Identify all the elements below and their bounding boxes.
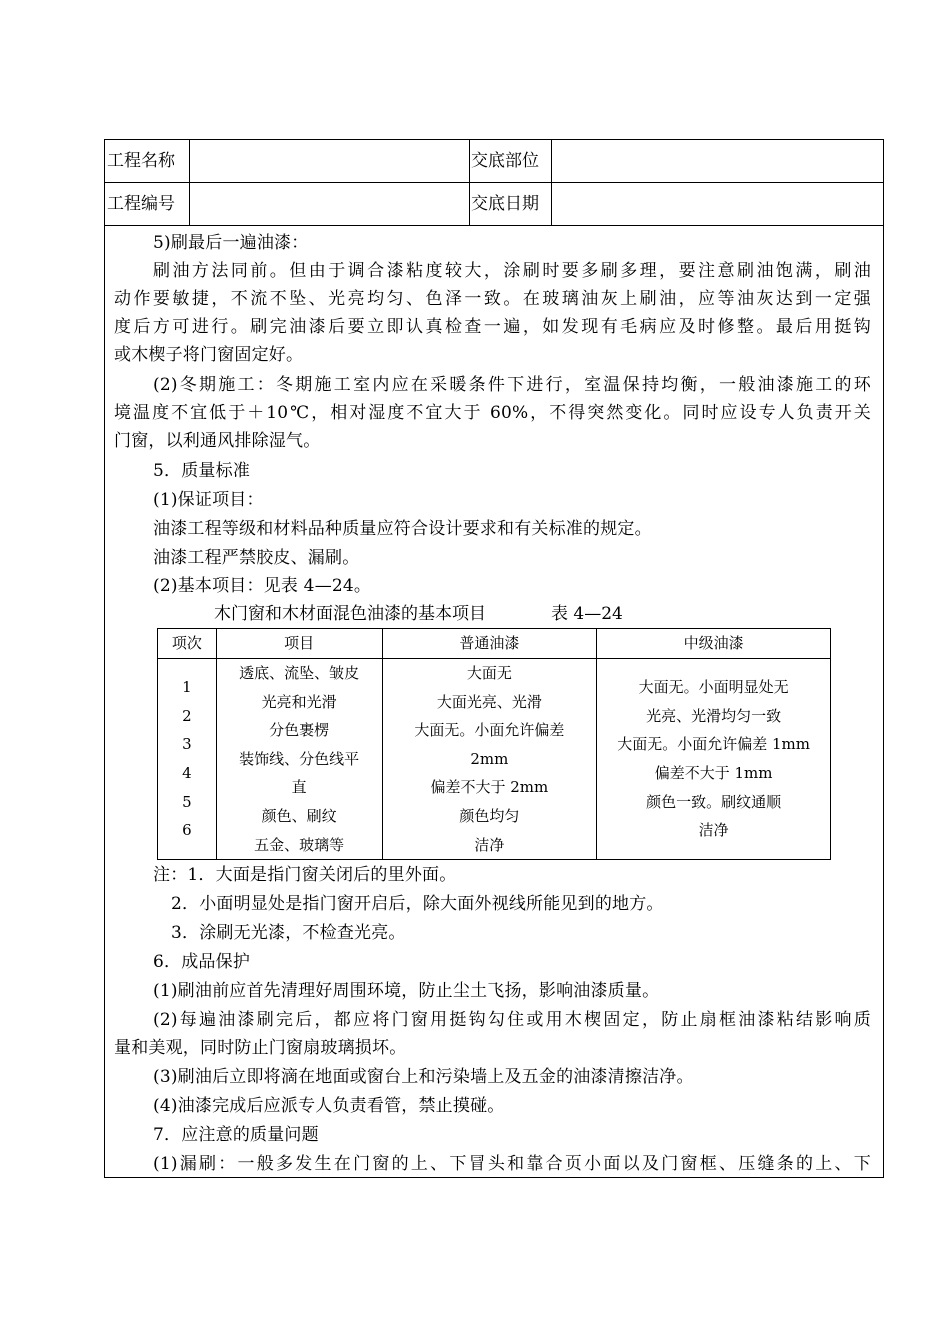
paragraph-line: 刷油方法同前。但由于调合漆粘度较大，涂刷时要多刷多理，要注意刷油饱满，刷油 bbox=[153, 261, 871, 281]
medium-paint-cell bbox=[597, 659, 831, 860]
table-note: 注：1．大面是指门窗关闭后的里外面。 bbox=[153, 865, 457, 885]
table-row bbox=[158, 659, 831, 860]
project-number-label: 工程编号 bbox=[107, 194, 175, 214]
normal-paint-value: 2mm bbox=[470, 749, 509, 768]
index-value: 5 bbox=[182, 792, 192, 811]
header-row-1 bbox=[105, 140, 883, 183]
header-row-2 bbox=[105, 183, 883, 226]
normal-paint-value: 颜色均匀 bbox=[459, 806, 520, 825]
paragraph-line: (3)刷油后立即将滴在地面或窗台上和污染墙上及五金的油漆清擦洁净。 bbox=[153, 1067, 694, 1087]
index-value: 4 bbox=[182, 764, 192, 783]
paragraph-line: (2)冬期施工：冬期施工室内应在采暖条件下进行，室温保持均衡，一般油漆施工的环 bbox=[153, 375, 871, 395]
paragraph-line: (1)刷油前应首先清理好周围环境，防止尘土飞扬，影响油漆质量。 bbox=[153, 981, 660, 1001]
index-value: 1 bbox=[182, 678, 192, 697]
normal-paint-value: 偏差不大于 2mm bbox=[430, 778, 549, 797]
section-heading: 5．质量标准 bbox=[153, 461, 251, 481]
table-caption: 木门窗和木材面混色油漆的基本项目 bbox=[214, 604, 486, 624]
disclosure-date-value bbox=[553, 183, 881, 225]
paragraph-line: 油漆工程严禁胶皮、漏刷。 bbox=[153, 548, 360, 568]
section-heading: 7．应注意的质量问题 bbox=[153, 1125, 319, 1145]
disclosure-date-label: 交底日期 bbox=[471, 194, 539, 214]
table-number: 表 4—24 bbox=[551, 604, 623, 624]
medium-paint-value: 大面无。小面明显处无 bbox=[638, 678, 789, 697]
disclosure-part-label: 交底部位 bbox=[471, 151, 539, 171]
index-value: 2 bbox=[182, 706, 192, 725]
medium-paint-value: 偏差不大于 1mm bbox=[654, 764, 773, 783]
table-header-cell: 项目 bbox=[216, 629, 382, 659]
item-value: 透底、流坠、皱皮 bbox=[239, 664, 360, 682]
item-value: 分色裹楞 bbox=[269, 721, 330, 740]
paragraph-line: 门窗，以利通风排除湿气。 bbox=[114, 431, 321, 451]
normal-paint-value: 洁净 bbox=[474, 835, 505, 854]
item-value: 五金、玻璃等 bbox=[254, 835, 345, 854]
paragraph-line: 或木楔子将门窗固定好。 bbox=[114, 345, 304, 365]
item-value: 颜色、刷纹 bbox=[261, 806, 337, 825]
paragraph-line: (1)漏刷：一般多发生在门窗的上、下冒头和靠合页小面以及门窗框、压缝条的上、下 bbox=[153, 1154, 871, 1174]
medium-paint-value: 洁净 bbox=[698, 821, 729, 840]
paragraph-line: 度后方可进行。刷完油漆后要立即认真检查一遍，如发现有毛病应及时修整。最后用挺钩 bbox=[114, 317, 871, 337]
table-note: 2．小面明显处是指门窗开启后，除大面外视线所能见到的地方。 bbox=[171, 894, 664, 914]
index-cell bbox=[158, 659, 217, 860]
item-value: 装饰线、分色线平 bbox=[239, 749, 360, 768]
normal-paint-value: 大面光亮、光滑 bbox=[436, 692, 542, 711]
paragraph-line: (1)保证项目： bbox=[153, 490, 264, 510]
normal-paint-value: 大面无。小面允许偏差 bbox=[414, 721, 565, 740]
normal-paint-value: 大面无 bbox=[466, 664, 512, 682]
paragraph-line: 动作要敏捷，不流不坠、光亮均匀、色泽一致。在玻璃油灰上刷油，应等油灰达到一定强 bbox=[114, 289, 871, 309]
medium-paint-value: 光亮、光滑均匀一致 bbox=[646, 706, 782, 725]
table-header-row bbox=[158, 629, 831, 659]
paragraph-line: 油漆工程等级和材料品种质量应符合设计要求和有关标准的规定。 bbox=[153, 519, 652, 539]
paragraph-line: (2)每遍油漆刷完后，都应将门窗用挺钩勾住或用木楔固定，防止扇框油漆粘结影响质 bbox=[153, 1010, 871, 1030]
item-value: 直 bbox=[291, 778, 307, 797]
project-name-label: 工程名称 bbox=[107, 151, 175, 171]
item-cell bbox=[216, 659, 382, 860]
paragraph-line: (4)油漆完成后应派专人负责看管，禁止摸碰。 bbox=[153, 1096, 505, 1116]
index-value: 6 bbox=[182, 821, 192, 840]
project-number-value bbox=[191, 183, 469, 225]
section-heading: 6．成品保护 bbox=[153, 952, 251, 972]
medium-paint-value: 大面无。小面允许偏差 1mm bbox=[617, 735, 810, 754]
item-value: 光亮和光滑 bbox=[261, 692, 337, 711]
paragraph-line: (2)基本项目：见表 4—24。 bbox=[153, 576, 372, 596]
table-header-cell: 中级油漆 bbox=[597, 629, 831, 659]
paragraph-line: 量和美观，同时防止门窗扇玻璃损坏。 bbox=[114, 1038, 407, 1058]
table-note: 3．涂刷无光漆，不检查光亮。 bbox=[171, 923, 406, 943]
table-header-cell: 项次 bbox=[158, 629, 217, 659]
index-value: 3 bbox=[182, 735, 192, 754]
paragraph-line: 境温度不宜低于＋10℃，相对湿度不宜大于 60%，不得突然变化。同时应设专人负责开关 bbox=[114, 403, 871, 423]
quality-table bbox=[157, 628, 831, 860]
table-header-cell: 普通油漆 bbox=[382, 629, 597, 659]
normal-paint-cell bbox=[382, 659, 597, 860]
project-name-value bbox=[191, 140, 469, 182]
paragraph-final-coat: 5)刷最后一遍油漆： bbox=[153, 233, 309, 253]
disclosure-part-value bbox=[553, 140, 881, 182]
medium-paint-value: 颜色一致。刷纹通顺 bbox=[646, 792, 782, 811]
